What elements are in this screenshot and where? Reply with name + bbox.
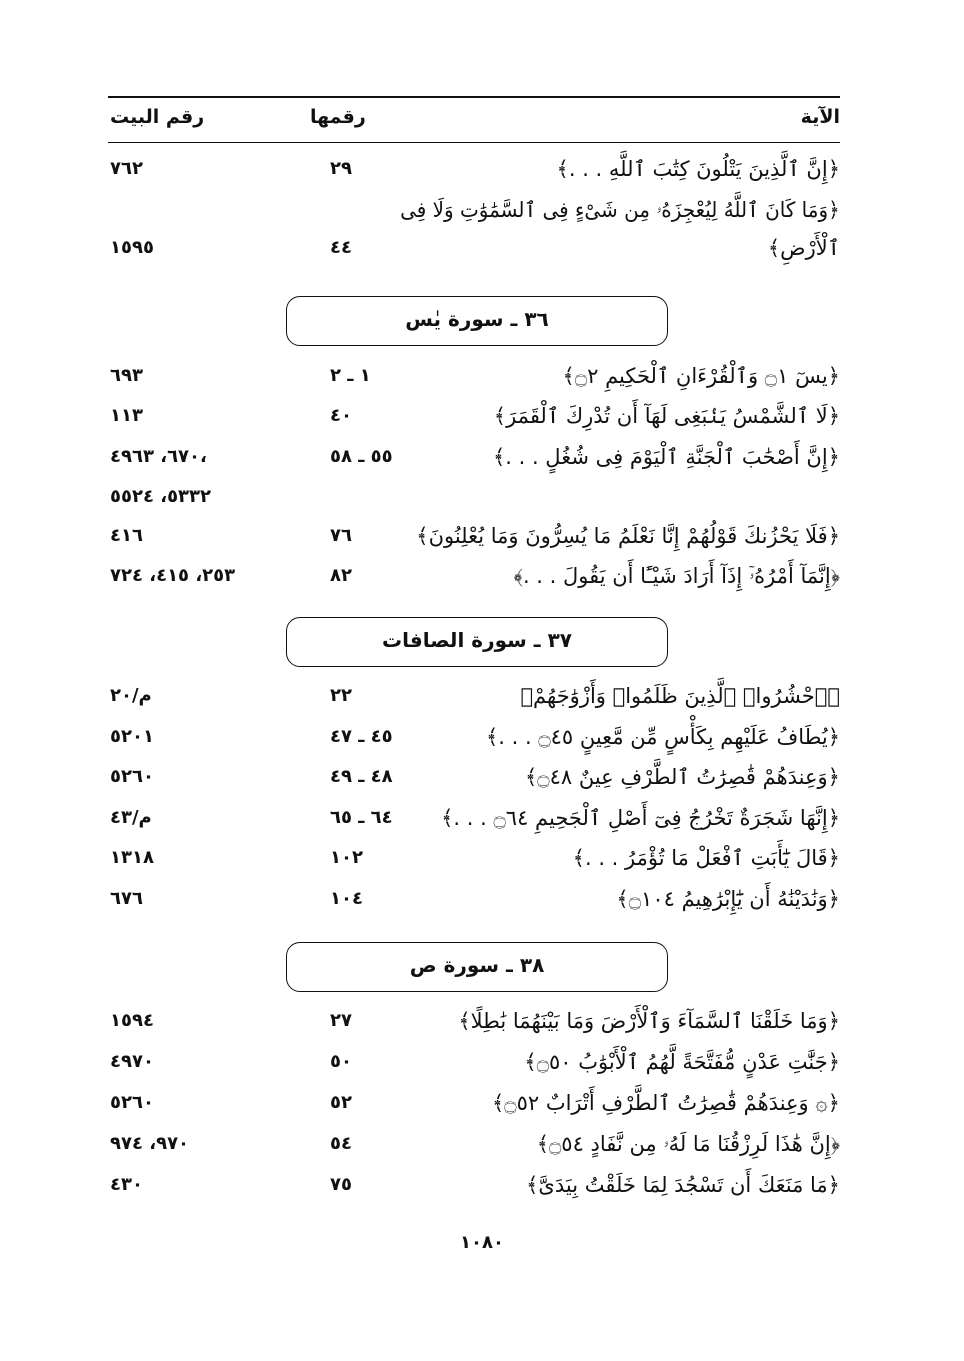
bayt-number: ١٥٩٥: [110, 237, 154, 258]
bayt-number: ١٣١٨: [110, 847, 154, 868]
ayah-text: ﴿جَنَّٰتِ عَدْنٍ مُّفَتَّحَةً لَّهُمُ ٱلْأَبْوَٰبُ ۝٥٠﴾: [524, 1050, 840, 1074]
bayt-number: ٢٥٣، ٤١٥، ٧٢٤: [110, 565, 236, 586]
ayah-text: ﴿وَمَا خَلَقْنَا ٱلسَّمَآءَ وَٱلْأَرْضَ وَمَا بَيْنَهُمَا بَٰطِلًا﴾: [458, 1009, 840, 1033]
header-bayt-number: رقم البيت: [110, 106, 205, 128]
header-ayah-number: رقمها: [310, 106, 366, 128]
ayah-number: ١٠٢: [330, 847, 363, 868]
bayt-number: ٦٧٦: [110, 888, 143, 909]
bayt-number: ٩٧٠، ٩٧٤: [110, 1133, 190, 1154]
surah-title-box: [286, 942, 668, 992]
ayah-number: ١٠٤: [330, 888, 363, 909]
bayt-number: ٥٢٦٠: [110, 1092, 154, 1113]
ayah-number: ٢٩: [330, 158, 352, 179]
ayah-text: ﴿وَمَا كَانَ ٱللَّهُ لِيُعْجِزَهُۥ مِن شَىْءٍ فِى ٱلسَّمَٰوَٰتِ وَلَا فِى: [400, 198, 840, 222]
bayt-number: ٥٣٣٢، ٥٥٢٤: [110, 486, 212, 507]
ayah-number: ٦٤ ـ ٦٥: [330, 807, 393, 828]
bayt-number: ٤٣٠: [110, 1174, 143, 1195]
ayah-number: ٥٢: [330, 1092, 352, 1113]
ayah-number: ٢٢: [330, 685, 352, 706]
ayah-number: ٥٠: [330, 1051, 352, 1072]
ayah-text: ﴿إِنَّمَآ أَمْرُهُۥٓ إِذَآ أَرَادَ شَيْـًٔا أَن يَقُولَ . . .﴾: [513, 564, 840, 588]
bayt-number: ٤١٦: [110, 525, 143, 546]
table-row: [108, 399, 840, 435]
ayah-text: ٱلْأَرْضِ﴾: [767, 236, 840, 260]
ayah-text: ﴿يُطَافُ عَلَيْهِم بِكَأْسٍ مِّن مَّعِينٍ ۝٤٥ . . .﴾: [485, 725, 840, 749]
bayt-number: ١٥٩٤: [110, 1010, 154, 1031]
table-row: [108, 1045, 840, 1081]
ayah-text: ﴿وَعِندَهُمْ قَٰصِرَٰتُ ٱلطَّرْفِ عِينٌ ۝٤٨﴾: [524, 765, 840, 789]
page-number: ١٠٨٠: [460, 1232, 504, 1253]
header-ayah: الآية: [800, 106, 840, 128]
table-row: [108, 519, 840, 555]
table-header: [108, 96, 840, 143]
ayah-text: ﴿مَا مَنَعَكَ أَن تَسْجُدَ لِمَا خَلَقْتُ بِيَدَىَّ﴾: [526, 1173, 840, 1197]
bayt-number: ٦٧٠، ٤٩٦٣،: [110, 446, 207, 467]
ayah-text: ﴿إِنَّهَا شَجَرَةٌ تَخْرُجُ فِىٓ أَصْلِ ٱلْجَحِيمِ ۝٦٤ . . .﴾: [441, 806, 840, 830]
bayt-number: ٧٦٢: [110, 158, 143, 179]
bayt-number: ٦٩٣: [110, 365, 143, 386]
ayah-number: ٥٤: [330, 1133, 352, 1154]
table-row: [108, 841, 840, 877]
ayah-text: ﴿إِنَّ هَٰذَا لَرِزْقُنَا مَا لَهُۥ مِن نَّفَادٍ ۝٥٤﴾: [536, 1132, 840, 1156]
ayah-text: ﴿يسٓ ۝١ وَٱلْقُرْءَانِ ٱلْحَكِيمِ ۝٢﴾: [562, 364, 840, 388]
table-row: [108, 231, 840, 267]
ayah-number: ١ ـ ٢: [330, 365, 371, 386]
table-row: [108, 559, 840, 595]
surah-title: ٣٧ ـ سورة الصافات: [382, 628, 572, 652]
table-row: [108, 440, 840, 476]
ayah-number: ٢٧: [330, 1010, 352, 1031]
ayah-number: ٤٤: [330, 237, 352, 258]
bayt-number: ٥٢٦٠: [110, 766, 154, 787]
surah-title-box: [286, 617, 668, 667]
ayah-text: ﴿إِنَّ ٱلَّذِينَ يَتْلُونَ كِتَٰبَ ٱللَّهِ . . .﴾: [556, 157, 840, 181]
bayt-number: ٥٢٠١: [110, 726, 154, 747]
table-row: [108, 1168, 840, 1204]
table-row: [108, 1127, 840, 1163]
ayah-text: ﴿إِنَّ أَصْحَٰبَ ٱلْجَنَّةِ ٱلْيَوْمَ فِى شُغُلٍ . . .﴾: [492, 445, 840, 469]
ayah-number: ٧٥: [330, 1174, 352, 1195]
table-row: [108, 801, 840, 837]
ayah-number: ٤٥ ـ ٤٧: [330, 726, 393, 747]
ayah-number: ٥٥ ـ ٥٨: [330, 446, 393, 467]
table-row: [108, 720, 840, 756]
table-row: [108, 152, 840, 188]
bayt-number: م/٤٣: [110, 807, 152, 828]
bayt-number: ٤٩٧٠: [110, 1051, 154, 1072]
bayt-number: م/٢٠: [110, 685, 152, 706]
ayah-text: ﴿فَلَا يَحْزُنكَ قَوْلُهُمْ إِنَّا نَعْلَمُ مَا يُسِرُّونَ وَمَا يُعْلِنُونَ﴾: [416, 524, 840, 548]
table-row: [108, 359, 840, 395]
ayah-text: ﴿وَنَٰدَيْنَٰهُ أَن يَٰٓإِبْرَٰهِيمُ ۝١٠٤﴾: [616, 887, 840, 911]
surah-title-box: [286, 296, 668, 346]
table-row: [108, 760, 840, 796]
table-row: [108, 1086, 840, 1122]
surah-title: ٣٦ ـ سورة يٰس: [405, 307, 549, 331]
bayt-number: ١١٣: [110, 405, 143, 426]
ayah-text: ﴿۞ وَعِندَهُمْ قَٰصِرَٰتُ ٱلطَّرْفِ أَتْرَابٌ ۝٥٢﴾: [491, 1091, 840, 1115]
ayah-text: ﴿لَا ٱلشَّمْسُ يَنۢبَغِى لَهَآ أَن تُدْرِكَ ٱلْقَمَرَ﴾: [493, 404, 840, 428]
ayah-text: ﴿قَالَ يَٰٓأَبَتِ ٱفْعَلْ مَا تُؤْمَرُ . . .﴾: [572, 846, 840, 870]
table-row: [108, 480, 840, 516]
ayah-number: ٨٢: [330, 565, 352, 586]
table-row: [108, 882, 840, 918]
ayah-number: ٧٦: [330, 525, 352, 546]
surah-title: ٣٨ ـ سورة ص: [409, 953, 545, 977]
table-row: [108, 1004, 840, 1040]
table-row: [108, 193, 840, 229]
ayah-text: ﴿ٱحْشُرُوا۟ ٱلَّذِينَ ظَلَمُوا۟ وَأَزْوَٰجَهُمْ﴾: [520, 684, 840, 708]
ayah-number: ٤٠: [330, 405, 352, 426]
ayah-number: ٤٨ ـ ٤٩: [330, 766, 393, 787]
table-row: [108, 679, 840, 715]
